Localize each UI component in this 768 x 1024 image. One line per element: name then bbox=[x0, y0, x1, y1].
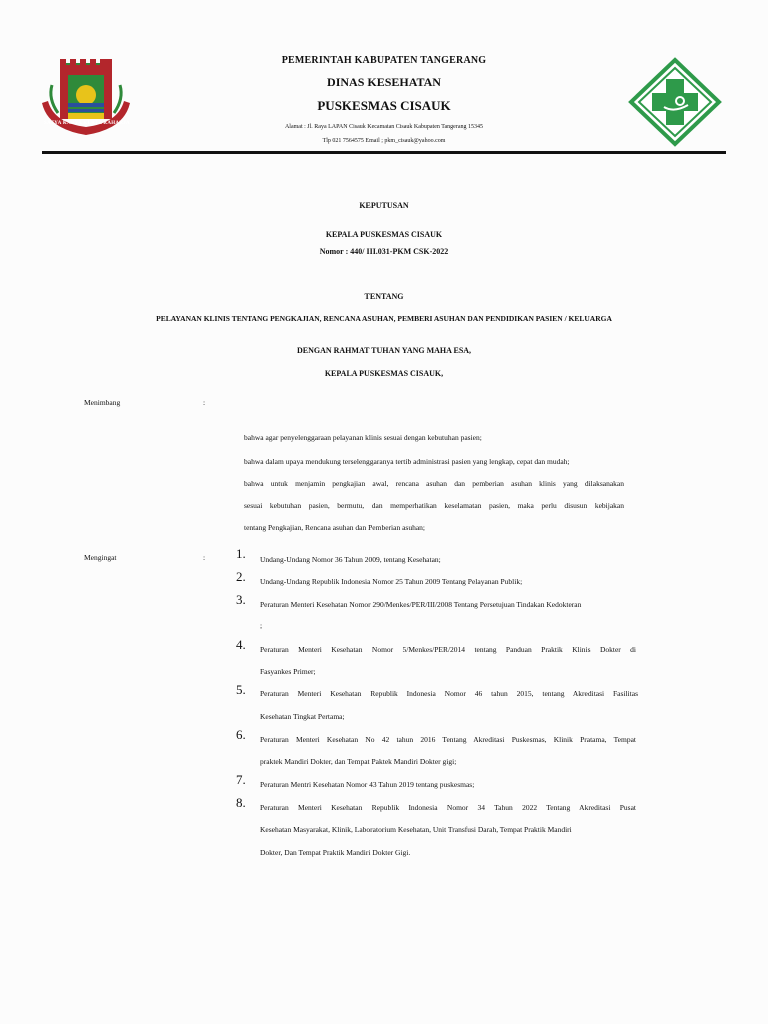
list-item-text: Peraturan Mentri Kesehatan Nomor 43 Tahun 2019 tentang puskesmas; bbox=[260, 780, 475, 789]
list-item-text: Undang-Undang Republik Indonesia Nomor 25 Tahun 2009 Tentang Pelayanan Publik; bbox=[260, 577, 523, 586]
letterhead-contact: Tlp 021 7564575 Email ; pkm_cisauk@yahoo.com bbox=[322, 138, 446, 144]
list-item-text: Fasyankes Primer; bbox=[260, 667, 316, 676]
list-item-text: ; bbox=[260, 621, 263, 630]
crest-motto: SATYA KARYA KERTA RAHARJA bbox=[44, 121, 130, 126]
list-item-text: Peraturan Menteri Kesehatan Nomor 290/Menkes/PER/III/2008 Tentang Persetujuan Tindakan Kedokteran bbox=[260, 600, 582, 609]
document-number: Nomor : 440/ III.031-PKM CSK-2022 bbox=[319, 247, 449, 256]
list-number: 1. bbox=[236, 546, 246, 561]
menimbang-line: bahwa dalam upaya mendukung terselenggaranya tertib administrasi pasien yang lengkap, cepat dan mudah; bbox=[244, 457, 570, 466]
heading-rahmat: DENGAN RAHMAT TUHAN YANG MAHA ESA, bbox=[296, 346, 472, 355]
list-item-text: Kesehatan Tingkat Pertama; bbox=[260, 712, 345, 721]
list-item-text: praktek Mandiri Dokter, dan Tempat Paktek Mandiri Dokter gigi; bbox=[260, 757, 457, 766]
list-number: 5. bbox=[236, 682, 246, 697]
list-item-text: Kesehatan Masyarakat, Klinik, Laboratorium Kesehatan, Unit Transfusi Darah, Tempat Praktik Mandiri bbox=[260, 825, 572, 834]
list-number: 3. bbox=[236, 592, 246, 607]
list-number: 8. bbox=[236, 795, 246, 810]
heading-tentang: TENTANG bbox=[364, 292, 404, 301]
list-number: 7. bbox=[236, 772, 246, 787]
list-number: 2. bbox=[236, 569, 246, 584]
letterhead-department: DINAS KESEHATAN bbox=[327, 75, 441, 89]
list-item-text: Peraturan Menteri Kesehatan Nomor 5/Menkes/PER/2014 tentang Panduan Praktik Klinis Dokter di bbox=[260, 645, 636, 654]
letterhead-institution: PUSKESMAS CISAUK bbox=[317, 98, 451, 113]
letterhead-government: PEMERINTAH KABUPATEN TANGERANG bbox=[281, 55, 487, 66]
menimbang-line: sesuai kebutuhan pasien, bermutu, dan memperhatikan keselamatan pasien, maka perlu disusun kebijakan bbox=[244, 501, 624, 510]
list-item-text: Dokter, Dan Tempat Praktik Mandiri Dokter Gigi. bbox=[260, 848, 411, 857]
heading-keputusan: KEPUTUSAN bbox=[359, 201, 409, 210]
list-item-text: Peraturan Menteri Kesehatan Republik Indonesia Nomor 46 tahun 2015, tentang Akreditasi Fasilitas bbox=[260, 689, 638, 698]
menimbang-line: bahwa untuk menjamin pengkajian awal, rencana asuhan dan pemberian asuhan klinis yang dilaksanakan bbox=[244, 479, 624, 488]
mengingat-colon: : bbox=[203, 553, 206, 562]
list-item-text: Undang-Undang Nomor 36 Tahun 2009, tentang Kesehatan; bbox=[260, 555, 441, 564]
decree-subject: PELAYANAN KLINIS TENTANG PENGKAJIAN, RENCANA ASUHAN, PEMBERI ASUHAN DAN PENDIDIKAN PASIEN / KELUARGA bbox=[156, 314, 612, 323]
list-number: 4. bbox=[236, 637, 246, 652]
menimbang-colon: : bbox=[203, 398, 206, 407]
heading-kepala: KEPALA PUSKESMAS CISAUK bbox=[325, 230, 443, 239]
menimbang-line: bahwa agar penyelenggaraan pelayanan klinis sesuai dengan kebutuhan pasien; bbox=[244, 433, 482, 442]
mengingat-label: Mengingat bbox=[84, 553, 117, 562]
menimbang-line: tentang Pengkajian, Rencana asuhan dan Pemberian asuhan; bbox=[244, 523, 425, 532]
letterhead-divider bbox=[42, 151, 726, 154]
list-item-text: Peraturan Menteri Kesehatan No 42 tahun 2016 Tentang Akreditasi Puskesmas, Klinik Pratama, Tempat bbox=[260, 735, 636, 744]
letterhead-address: Alamat : Jl. Raya LAPAN Cisauk Kecamatan Cisauk Kabupaten Tangerang 15345 bbox=[284, 124, 484, 130]
list-item-text: Peraturan Menteri Kesehatan Republik Indonesia Nomor 34 Tahun 2022 Tentang Akreditasi Pusat bbox=[260, 803, 636, 812]
menimbang-label: Menimbang bbox=[84, 398, 121, 407]
list-number: 6. bbox=[236, 727, 246, 742]
heading-kepala-2: KEPALA PUSKESMAS CISAUK, bbox=[324, 369, 444, 378]
